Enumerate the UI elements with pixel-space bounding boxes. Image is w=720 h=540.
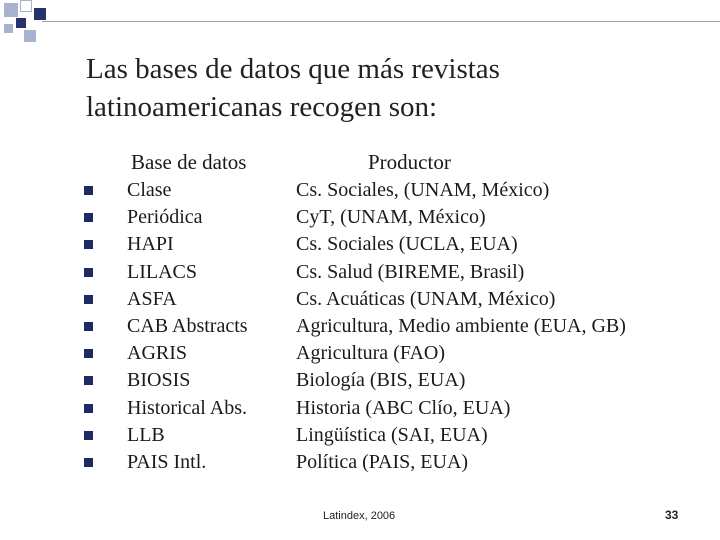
- database-name: PAIS Intl.: [127, 450, 207, 473]
- table-row: [0, 286, 720, 313]
- square-bullet-icon: [84, 349, 93, 358]
- database-name: AGRIS: [127, 342, 188, 365]
- producer-name: Agricultura (FAO): [296, 342, 446, 365]
- table-row: [0, 367, 720, 394]
- square-bullet-icon: [84, 322, 93, 331]
- slide-title: Las bases de datos que más revistas latinoamericanas recogen son:: [86, 53, 500, 123]
- column-header-database: Base de datos: [131, 150, 247, 174]
- database-name: ASFA: [127, 287, 177, 310]
- table-row: [0, 204, 720, 231]
- square-bullet-icon: [84, 458, 93, 467]
- database-name: Historical Abs.: [127, 396, 247, 419]
- database-name: Periódica: [127, 206, 203, 229]
- producer-name: Lingüística (SAI, EUA): [296, 423, 488, 446]
- producer-name: Historia (ABC Clío, EUA): [296, 396, 511, 419]
- square-bullet-icon: [84, 404, 93, 413]
- table-row: [0, 313, 720, 340]
- table-row: [0, 395, 720, 422]
- table-row: [0, 231, 720, 258]
- square-bullet-icon: [84, 240, 93, 249]
- table-rows: [0, 177, 720, 476]
- square-bullet-icon: [84, 431, 93, 440]
- square-bullet-icon: [84, 186, 93, 195]
- square-bullet-icon: [84, 295, 93, 304]
- square-bullet-icon: [84, 376, 93, 385]
- producer-name: Cs. Sociales (UCLA, EUA): [296, 233, 518, 256]
- square-bullet-icon: [84, 213, 93, 222]
- database-name: LLB: [127, 423, 165, 446]
- table-row: [0, 259, 720, 286]
- column-header-producer: Productor: [368, 150, 451, 174]
- header-rule: [42, 21, 720, 22]
- producer-name: Cs. Salud (BIREME, Brasil): [296, 260, 525, 283]
- database-name: Clase: [127, 179, 172, 201]
- footer-source: Latindex, 2006: [323, 510, 396, 522]
- table-row: [0, 422, 720, 449]
- producer-name: Cs. Sociales, (UNAM, México): [296, 179, 550, 201]
- producer-name: Agricultura, Medio ambiente (EUA, GB): [296, 314, 626, 337]
- database-name: HAPI: [127, 233, 174, 256]
- database-name: BIOSIS: [127, 369, 191, 392]
- producer-name: Cs. Acuáticas (UNAM, México): [296, 287, 556, 310]
- page-number: 33: [665, 508, 679, 522]
- producer-name: CyT, (UNAM, México): [296, 206, 486, 229]
- producer-name: Política (PAIS, EUA): [296, 450, 469, 473]
- table-row: [0, 449, 720, 476]
- squares-decoration-icon: [0, 0, 60, 50]
- table-row: [0, 177, 720, 204]
- producer-name: Biología (BIS, EUA): [296, 369, 466, 392]
- database-name: LILACS: [127, 260, 197, 283]
- square-bullet-icon: [84, 268, 93, 277]
- database-name: CAB Abstracts: [127, 314, 248, 337]
- table-row: [0, 340, 720, 367]
